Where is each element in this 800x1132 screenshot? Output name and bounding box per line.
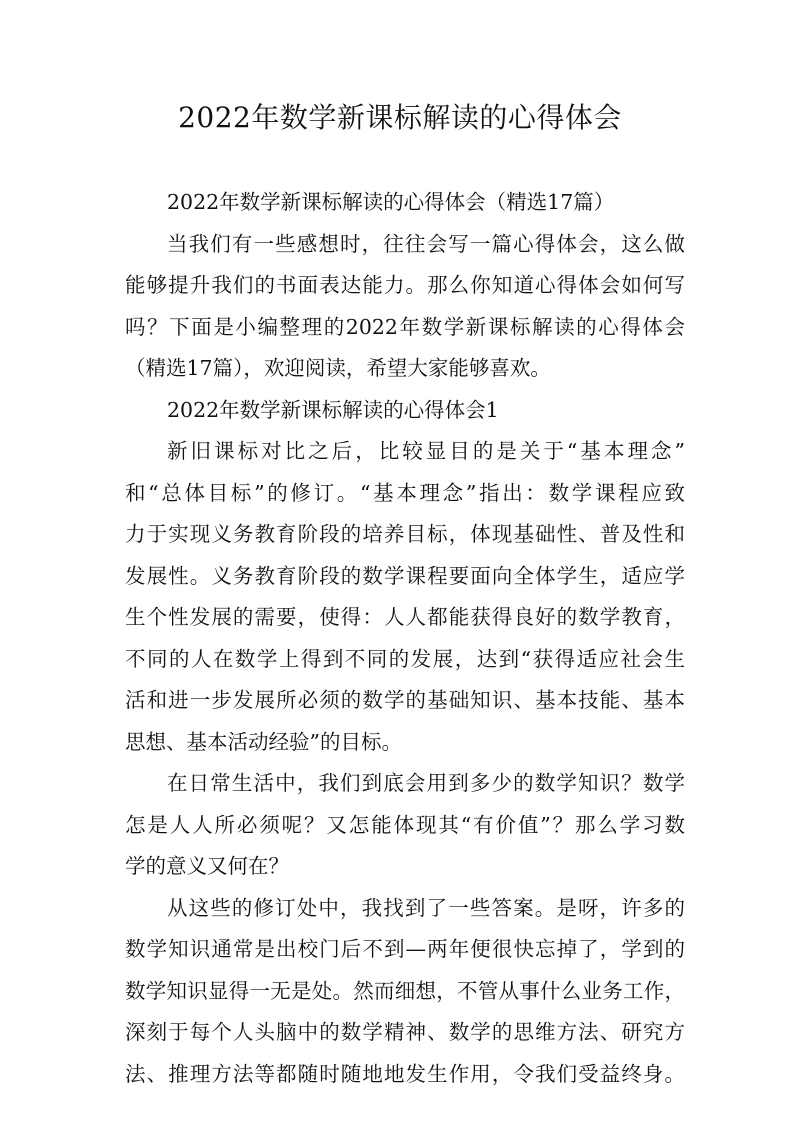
- paragraph-line: 数学知识通常是出校门后不到—两年便很快忘掉了，学到的: [125, 937, 685, 961]
- paragraph-line: 和“总体目标”的修订。“基本理念”指出：数学课程应致: [125, 480, 685, 505]
- paragraph-line: 深刻于每个人头脑中的数学精神、数学的思维方法、研究方: [125, 1020, 685, 1044]
- paragraph-line: 不同的人在数学上得到不同的发展，达到“获得适应社会生: [125, 646, 685, 671]
- paragraph-line: 在日常生活中，我们到底会用到多少的数学知识？数学: [167, 771, 685, 795]
- paragraph-line: 思想、基本活动经验”的目标。: [125, 729, 402, 754]
- paragraph-line: 活和进一步发展所必须的数学的基础知识、基本技能、基本: [125, 688, 685, 712]
- paragraph-line: 当我们有一些感想时，往往会写一篇心得体会，这么做: [167, 231, 685, 256]
- paragraph-line: 吗？下面是小编整理的2022年数学新课标解读的心得体会: [125, 314, 685, 339]
- paragraph-line: 法、推理方法等都随时随地地发生作用，令我们受益终身。: [125, 1061, 685, 1086]
- paragraph-line: 从这些的修订处中，我找到了一些答案。是呀，许多的: [167, 895, 685, 920]
- paragraph-line: 力于实现义务教育阶段的培养目标，体现基础性、普及性和: [125, 522, 685, 546]
- paragraph-line: 生个性发展的需要，使得：人人都能获得良好的数学教育，: [125, 605, 685, 629]
- paragraph-line: 学的意义又何在？: [125, 854, 289, 878]
- subtitle-line: 2022年数学新课标解读的心得体会（精选17篇）: [167, 190, 615, 214]
- document-title: 2022年数学新课标解读的心得体会: [178, 101, 622, 134]
- paragraph-line: 怎是人人所必须呢？又怎能体现其“有价值”？那么学习数: [125, 812, 685, 837]
- paragraph-line: 新旧课标对比之后，比较显目的是关于“基本理念”: [167, 439, 685, 463]
- section-heading: 2022年数学新课标解读的心得体会1: [167, 397, 499, 422]
- document-body: [125, 182, 685, 1095]
- paragraph-line: 发展性。义务教育阶段的数学课程要面向全体学生，适应学: [125, 563, 685, 588]
- paragraph-line: 能够提升我们的书面表达能力。那么你知道心得体会如何写: [125, 273, 685, 297]
- paragraph-line: 数学知识显得一无是处。然而细想，不管从事什么业务工作，: [125, 978, 685, 1003]
- paragraph-line: （精选17篇），欢迎阅读，希望大家能够喜欢。: [125, 356, 551, 380]
